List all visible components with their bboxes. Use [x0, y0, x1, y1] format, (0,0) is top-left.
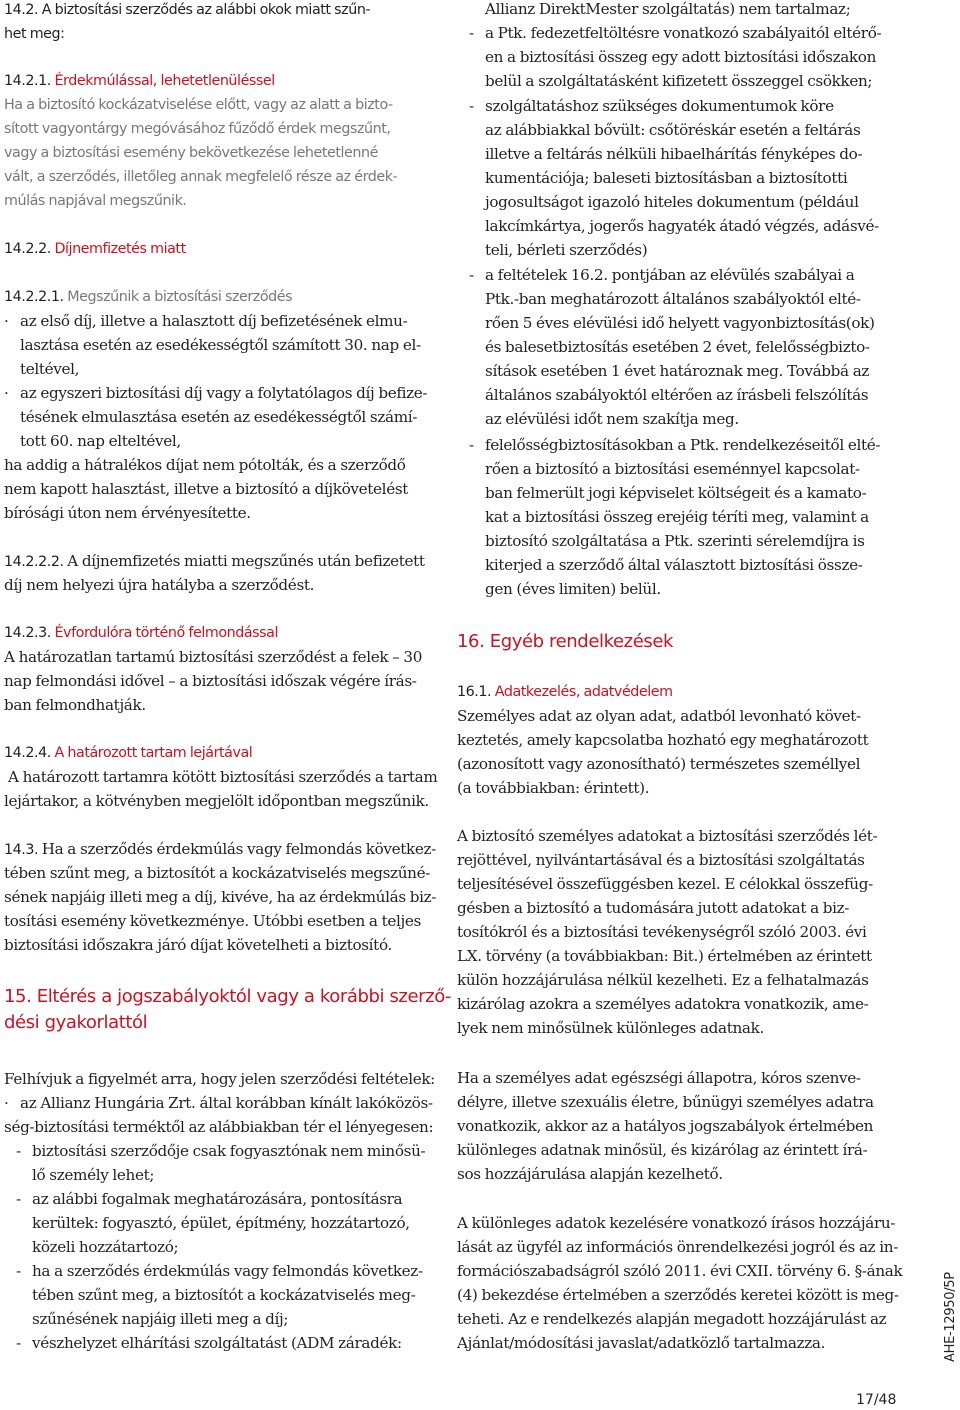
paragraph-line: tosítási esemény következménye. Utóbbi esetben a teljes [4, 912, 421, 930]
paragraph-line: Ha a személyes adat egészségi állapotra, kóros szenve- [457, 1069, 861, 1087]
paragraph-line: rejöttével, nyilvántartásával és a biztosítási szolgáltatás [457, 851, 865, 869]
paragraph-line: Személyes adat az olyan adat, adatból levonható követ- [457, 707, 861, 725]
paragraph-line: (4) bekezdése értelmében a szerződés keretei között is meg- [457, 1286, 899, 1304]
section-14-2-4-heading: 14.2.4. A határozott tartam lejártával [4, 745, 253, 761]
section-14-2-1-heading: 14.2.1. Érdekmúlással, lehetetlenüléssel [4, 73, 275, 89]
paragraph-line: A határozatlan tartamú biztosítási szerződést a felek – 30 [4, 648, 423, 666]
paragraph-line: sított vagyontárgy megóvásához fűződő érdek megszűnt, [4, 121, 391, 137]
paragraph-line: biztosítási időszakra járó díjat követelheti a biztosító. [4, 936, 392, 954]
paragraph-line: kizárólag azokra a személyes adatokra vonatkozik, ame- [457, 995, 869, 1013]
dash-item-cont: általános szabályoktól eltérően az írásbeli felszólítás [485, 386, 869, 404]
paragraph-line: Ha a biztosító kockázatviselése előtt, vagy az alatt a bizto- [4, 97, 393, 113]
document-code: AHE-12950/5P [943, 1272, 958, 1362]
dash-item-cont: az alábbiakkal bővült: csőtöréskár esetén a feltárás [485, 121, 861, 139]
paragraph-line: lyek nem minősülnek különleges adatnak. [457, 1019, 764, 1037]
paragraph-line: lejártakor, a kötvényben megjelölt időpontban megszűnik. [4, 792, 429, 810]
paragraph-line: A határozott tartamra kötött biztosítási szerződés a tartam [4, 768, 438, 786]
paragraph-line: délyre, illetve szexuális életre, bűnügyi személyes adatra [457, 1093, 874, 1111]
dash-item-cont: az elévülési időt nem szakítja meg. [485, 410, 739, 428]
section-14-2-2-2: 14.2.2.2. A díjnemfizetés miatti megszűnés után befizetett [4, 552, 425, 570]
dash-item-cont: ban felmerült jogi képviselet költségeit és a kamato- [485, 484, 867, 502]
paragraph-line: sos hozzájárulása alapján kezelhető. [457, 1165, 723, 1183]
paragraph-line: bírósági úton nem érvényesítette. [4, 504, 251, 522]
dash-item-cont: belül a szolgáltatásként kifizetett összeggel csökken; [485, 72, 873, 90]
section-14-2-2-heading: 14.2.2. Díjnemfizetés miatt [4, 241, 186, 257]
dash-item-cont: rően 5 éves elévülési idő helyett vagyonbiztosítás(ok) [485, 314, 875, 332]
paragraph-line: múlás napjával megszűnik. [4, 193, 187, 209]
paragraph-line: díj nem helyezi újra hatályba a szerződést. [4, 576, 315, 594]
dash-item-cont: Allianz DirektMester szolgáltatás) nem tartalmaz; [485, 0, 851, 18]
bullet-item-cont: ség-biztosítási terméktől az alábbiakban tér el lényegesen: [4, 1118, 434, 1136]
dash-item-cont: lakcímkártya, jogerős hagyaték átadó végzés, adásvé- [485, 217, 879, 235]
section-16-1-heading: 16.1. Adatkezelés, adatvédelem [457, 684, 673, 700]
dash-item-cont: illetve a feltárás nélküli hibaelhárítás fényképes do- [485, 145, 863, 163]
paragraph-line: formációszabadságról szóló 2011. évi CXII. törvény 6. §-ának [457, 1262, 903, 1280]
paragraph-line: keztetés, amely kapcsolatba hozható egy meghatározott [457, 731, 869, 749]
dash-item-cont: sítások esetében 1 évet határoznak meg. Továbbá az [485, 362, 870, 380]
section-14-2-3-heading: 14.2.3. Évfordulóra történő felmondással [4, 625, 278, 641]
section-14-2-heading: 14.2. A biztosítási szerződés az alábbi okok miatt szűn- [4, 2, 371, 18]
section-15-title-cont: dési gyakorlattól [4, 1012, 148, 1033]
section-16-title: 16. Egyéb rendelkezések [457, 631, 674, 652]
dash-item-cont: közeli hozzátartozó; [32, 1238, 179, 1256]
dash-item-cont: kiterjed a szerződő által választott biztosítási össze- [485, 556, 863, 574]
paragraph-line: A biztosító személyes adatokat a biztosítási szerződés lét- [457, 827, 878, 845]
paragraph-line: ban felmondhatják. [4, 696, 146, 714]
paragraph-line: nap felmondási idővel – a biztosítási időszak végére írás- [4, 672, 417, 690]
bullet-item-cont: tésének elmulasztása esetén az esedékességtől számí- [20, 408, 418, 426]
paragraph-line: vonatkozik, akkor az a hatályos jogszabályok értelmében [457, 1117, 874, 1135]
bullet-item-cont: tott 60. nap elteltével, [20, 432, 181, 450]
dash-item-cont: en a biztosítási összeg egy adott biztosítási időszakon [485, 48, 877, 66]
dash-item-cont: kat a biztosítási összeg erejéig téríti meg, valamint a [485, 508, 869, 526]
dash-item-cont: jogosultságot igazoló hiteles dokumentum (például [485, 193, 859, 211]
paragraph-line: A különleges adatok kezelésére vonatkozó írásos hozzájáru- [457, 1214, 896, 1232]
paragraph-line: sének napjáig illeti meg a díj, kivéve, ha az érdekmúlás biz- [4, 888, 437, 906]
section-14-2-heading-cont: het meg: [4, 26, 65, 42]
dash-item-cont: tében szűnt meg, a biztosítót a kockázatviselés meg- [32, 1286, 416, 1304]
paragraph-line: ha addig a hátralékos díjat nem pótolták, és a szerződő [4, 456, 406, 474]
bullet-item-cont: lasztása esetén az esedékességtől számított 30. nap el- [20, 336, 421, 354]
page-number: 17/48 [856, 1392, 897, 1408]
dash-item-cont: kerültek: fogyasztó, épület, építmény, hozzátartozó, [32, 1214, 410, 1232]
paragraph-line: tosítókról és a biztosítási tevékenységről szóló 2003. évi [457, 923, 867, 941]
paragraph-line: nem kapott halasztást, illetve a biztosító a díjkövetelést [4, 480, 409, 498]
paragraph-line: tében szűnt meg, a biztosítót a kockázatviselés megszűné- [4, 864, 430, 882]
paragraph-line: Felhívjuk a figyelmét arra, hogy jelen szerződési feltételek: [4, 1070, 435, 1088]
paragraph-line: Ajánlat/módosítási javaslat/adatközlő tartalmazza. [457, 1334, 826, 1352]
bullet-item-cont: teltével, [20, 360, 80, 378]
paragraph-line: vált, a szerződés, illetőleg annak megfelelő része az érdek- [4, 169, 398, 185]
paragraph-line: LX. törvény (a továbbiakban: Bit.) értelmében az érintett [457, 947, 872, 965]
paragraph-line: teheti. Az e rendelkezés alapján megadott hozzájárulást az [457, 1310, 887, 1328]
dash-item-cont: gen (éves limiten) belül. [485, 580, 661, 598]
paragraph-line: lását az ügyfél az információs önrendelkezési jogról és az in- [457, 1238, 898, 1256]
section-14-3: 14.3. Ha a szerződés érdekmúlás vagy felmondás következ- [4, 840, 436, 858]
paragraph-line: (a továbbiakban: érintett). [457, 779, 650, 797]
paragraph-line: vagy a biztosítási esemény bekövetkezése lehetetlenné [4, 145, 378, 161]
paragraph-line: teljesítésével összefüggésben kezel. E célokkal összefüg- [457, 875, 873, 893]
dash-item-cont: és balesetbiztosítás esetében 2 évet, felelősségbizto- [485, 338, 870, 356]
dash-item-cont: Ptk.-ban meghatározott általános szabályoktól elté- [485, 290, 861, 308]
dash-item-cont: kumentációja; baleseti biztosításban a biztosítotti [485, 169, 848, 187]
section-15-title: 15. Eltérés a jogszabályoktól vagy a korábbi szerző- [4, 986, 451, 1007]
paragraph-line: gésben a biztosító a tudomására jutott adatokat a biz- [457, 899, 850, 917]
dash-item-cont: rően a biztosító a biztosítási eseménnyel kapcsolat- [485, 460, 860, 478]
dash-item-cont: teli, bérleti szerződés) [485, 241, 648, 259]
section-14-2-2-1: 14.2.2.1. Megszűnik a biztosítási szerződés [4, 289, 293, 305]
paragraph-line: külön hozzájárulása nélkül kezelheti. Ez a felhatalmazás [457, 971, 869, 989]
paragraph-line: különleges adatnak minősül, és kizárólag az érintett írá- [457, 1141, 868, 1159]
paragraph-line: (azonosított vagy azonosítható) természetes személlyel [457, 755, 861, 773]
dash-item-cont: lő személy lehet; [32, 1166, 155, 1184]
dash-item-cont: biztosító szolgáltatása a Ptk. szerinti sérelemdíjra is [485, 532, 865, 550]
dash-item-cont: szűnésének napjáig illeti meg a díj; [32, 1310, 289, 1328]
